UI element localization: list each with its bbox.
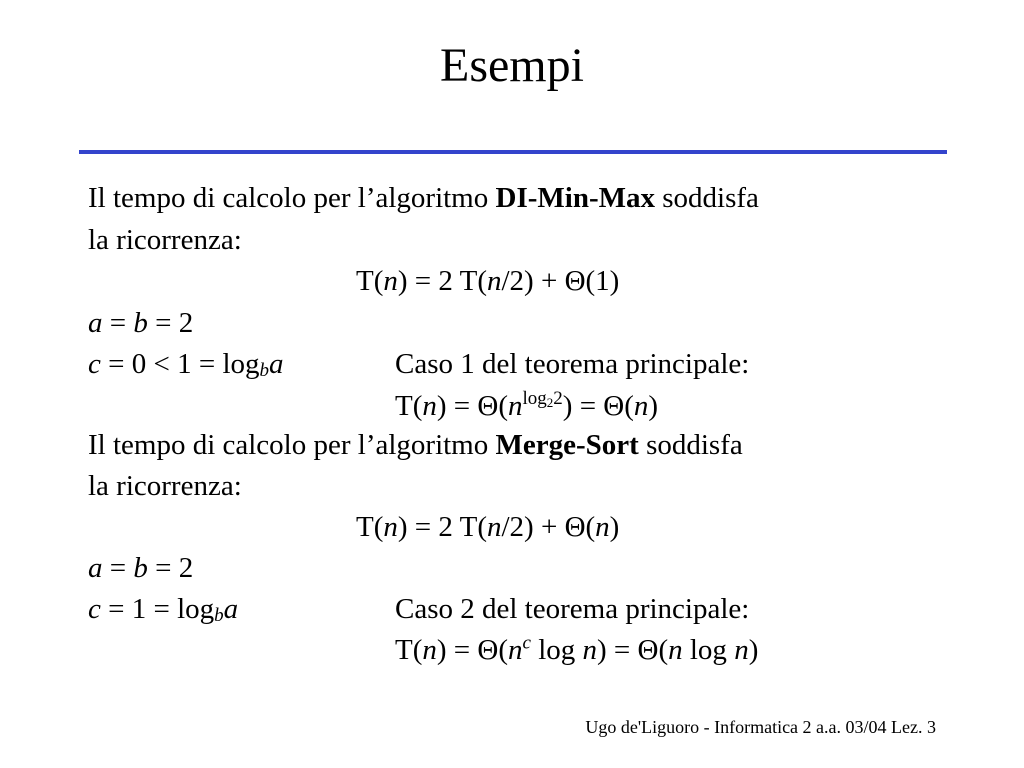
block2-result	[395, 633, 758, 667]
res-part: ) = Θ(	[597, 634, 669, 666]
block2-caso: Caso 2 del teorema principale:	[395, 593, 750, 625]
var-c: c	[88, 593, 101, 625]
rec-var: n	[383, 511, 398, 543]
res-var: n	[422, 634, 437, 666]
rec-part: )	[609, 511, 620, 543]
rec-part: /2) + Θ(1)	[501, 265, 620, 297]
var-c: c	[88, 348, 101, 380]
var-a: a	[88, 552, 103, 584]
res-part: T(	[395, 634, 423, 666]
algorithm-name-merge-sort: Merge-Sort	[495, 429, 639, 461]
block2-c-line	[88, 592, 238, 626]
res-part: log	[530, 634, 583, 666]
block1-caso: Caso 1 del teorema principale:	[395, 348, 750, 380]
var-b: b	[133, 307, 148, 339]
block1-c-line	[88, 347, 284, 381]
res-var: n	[668, 634, 683, 666]
block2-intro-text: Il tempo di calcolo per l’algoritmo	[88, 429, 496, 461]
block1-intro-line2: la ricorrenza:	[88, 224, 242, 256]
log-base: b	[259, 360, 269, 381]
rec-part: T(	[356, 265, 384, 297]
block2-ab-line	[88, 551, 193, 585]
res-var: n	[422, 390, 437, 422]
eq-part: =	[102, 307, 134, 339]
res-var: n	[734, 634, 749, 666]
block1-intro-text: Il tempo di calcolo per l’algoritmo	[88, 182, 496, 214]
var-a: a	[223, 593, 239, 625]
log-base: b	[214, 605, 224, 626]
title-divider	[79, 150, 947, 154]
rec-part: ) = 2 T(	[397, 265, 487, 297]
rec-part: /2) + Θ(	[501, 511, 596, 543]
res-part: )	[648, 390, 659, 422]
eq-part: =	[102, 552, 134, 584]
exp-log-arg: 2	[553, 388, 563, 410]
var-b: b	[133, 552, 148, 584]
rec-var: n	[487, 265, 502, 297]
res-var: n	[508, 390, 523, 422]
rec-var: n	[383, 265, 398, 297]
exponent	[523, 388, 563, 409]
rec-part: T(	[356, 511, 384, 543]
res-part: log	[682, 634, 735, 666]
block2-intro-line2: la ricorrenza:	[88, 470, 242, 502]
block2-intro-tail: soddisfa	[638, 429, 743, 461]
var-a: a	[88, 307, 103, 339]
res-part: ) = Θ(	[562, 390, 634, 422]
block2-recurrence	[356, 510, 619, 544]
exp-log: log	[522, 388, 547, 410]
res-var: n	[582, 634, 597, 666]
block2-intro	[88, 428, 743, 462]
res-part: T(	[395, 390, 423, 422]
block1-ab-line	[88, 306, 193, 340]
res-part: )	[748, 634, 759, 666]
eq-part: = 2	[147, 307, 194, 339]
res-part: ) = Θ(	[436, 390, 508, 422]
res-part: ) = Θ(	[436, 634, 508, 666]
eq-part: = 1 = log	[100, 593, 215, 625]
slide-title: Esempi	[440, 39, 584, 92]
block1-intro	[88, 181, 759, 215]
eq-part: = 0 < 1 = log	[100, 348, 260, 380]
var-a: a	[269, 348, 284, 380]
rec-var: n	[595, 511, 610, 543]
rec-part: ) = 2 T(	[397, 511, 487, 543]
block1-result	[395, 389, 658, 423]
exponent-c: c	[522, 632, 531, 654]
block1-recurrence	[356, 264, 619, 298]
slide-footer: Ugo de'Liguoro - Informatica 2 a.a. 03/04 Lez. 3	[585, 717, 936, 737]
algorithm-name-di-min-max: DI-Min-Max	[495, 182, 655, 214]
exp-log-base: 2	[546, 395, 554, 411]
block1-intro-tail: soddisfa	[654, 182, 759, 214]
eq-part: = 2	[147, 552, 194, 584]
res-var: n	[508, 634, 523, 666]
res-var: n	[633, 390, 649, 422]
rec-var: n	[487, 511, 502, 543]
